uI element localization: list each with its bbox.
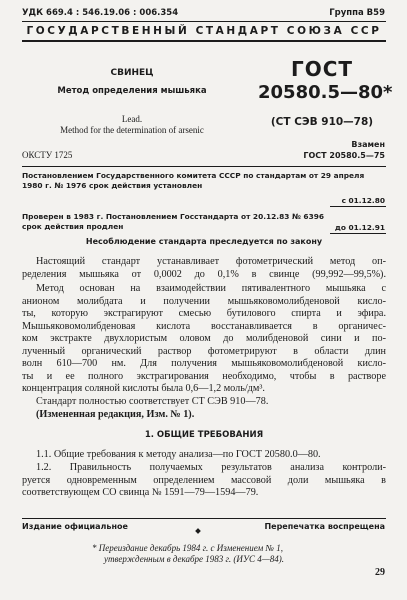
body-paragraph-2 <box>22 283 386 396</box>
text-line: концентрация соляной кислоты была 0,6—1,2 моль/дм³. <box>22 383 265 394</box>
official-edition-label: Издание официальное <box>22 522 128 531</box>
valid-to-date: до 01.12.91 <box>334 223 385 232</box>
text-line: Метод основан на взаимодействии пятивалентного мышьяка с <box>36 283 386 294</box>
text-line: ты и ее полного экстрагирования необходимо, чтобы в растворе <box>22 370 386 382</box>
section-title: 1. ОБЩИЕ ТРЕБОВАНИЯ <box>144 430 264 440</box>
valid-from-date: с 01.12.80 <box>341 196 385 205</box>
text-line: руется одновременным определением массовой доли мышьяка в <box>22 474 386 486</box>
law-warning: Несоблюдение стандарта преследуется по закону <box>85 237 323 246</box>
standard-title: ГОСУДАРСТВЕННЫЙ СТАНДАРТ СОЮЗА ССР <box>26 25 382 37</box>
decree-line-1: Постановлением Государственного комитета СССР по стандартам от 29 апреля <box>22 171 365 180</box>
decree-line-2: 1980 г. № 1976 срок действия установлен <box>22 181 203 190</box>
checked-line-1: Проверен в 1983 г. Постановлением Госстандарта от 20.12.83 № 6396 <box>22 212 324 221</box>
reissue-note-2: утвержденным в декабре 1983 г. (ИУС 4—84). <box>104 554 284 564</box>
st-sev-reference: (СТ СЭВ 910—78) <box>270 116 374 128</box>
subject-ru: СВИНЕЦ <box>110 68 154 78</box>
text-line: ределения мышьяка от 0,0002 до 0,1% в свинце (99,992—99,5%). <box>22 268 386 280</box>
text-line: 1.2. Правильность получаемых результатов анализа контроли- <box>36 462 386 473</box>
valid-to-underline <box>330 233 386 234</box>
diamond-icon <box>195 528 201 534</box>
method-ru: Метод определения мышьяка <box>57 86 207 96</box>
footer-rule <box>22 518 386 519</box>
clause-1-2 <box>22 462 386 500</box>
text-line: ты, которую экстрагируют смесью бутилового спирта и эфира. <box>22 308 386 319</box>
title-rule <box>22 166 386 167</box>
replaces-standard: ГОСТ 20580.5—75 <box>303 151 385 160</box>
text-line: соответствующем СО свинца № 1591—79—1594—79. <box>22 487 259 498</box>
method-en: Method for the determination of arsenic <box>60 125 204 135</box>
body-paragraph-3: Стандарт полностью соответствует СТ СЭВ 910—78. <box>36 396 269 407</box>
gost-number: 20580.5—80* <box>258 82 393 103</box>
checked-line-2: срок действия продлен <box>22 222 124 231</box>
gost-label: ГОСТ <box>290 57 354 81</box>
no-reprint-label: Перепечатка воспрещена <box>264 522 385 531</box>
header-rule-top <box>22 21 386 22</box>
replaces-label: Взамен <box>351 140 385 149</box>
valid-from-underline <box>330 206 386 207</box>
group-code: Группа B59 <box>329 8 385 18</box>
header-rule-bottom <box>22 40 386 42</box>
text-line: Мышьяковомолибденовая кислота восстанавливается в органичес- <box>22 320 386 332</box>
text-line: Настоящий стандарт устанавливает фотометрический метод оп- <box>36 256 386 267</box>
text-line: анионом молибдата и получении мышьяковомолибденовой кисло- <box>22 295 386 307</box>
body-paragraph-1 <box>22 256 386 281</box>
text-line: волн 610—700 нм. Для получения мышьяковомолибденовой кисло- <box>22 358 386 369</box>
amendment-note: (Измененная редакция, Изм. № 1). <box>36 409 195 420</box>
page-number: 29 <box>375 567 385 578</box>
udc-code: УДК 669.4 : 546.19.06 : 006.354 <box>22 8 179 18</box>
reissue-note-1: * Переиздание декабрь 1984 г. с Изменением № 1, <box>92 543 283 553</box>
subject-en: Lead. <box>121 114 143 124</box>
text-line: ком экстракте двухлористым оловом до молибденовой сини и по- <box>22 333 386 344</box>
text-line: лученный органический раствор фотометрируют в области длин <box>22 345 386 357</box>
okstu-code: ОКСТУ 1725 <box>22 150 73 160</box>
clause-1-1: 1.1. Общие требования к методу анализа—по ГОСТ 20580.0—80. <box>36 449 321 460</box>
